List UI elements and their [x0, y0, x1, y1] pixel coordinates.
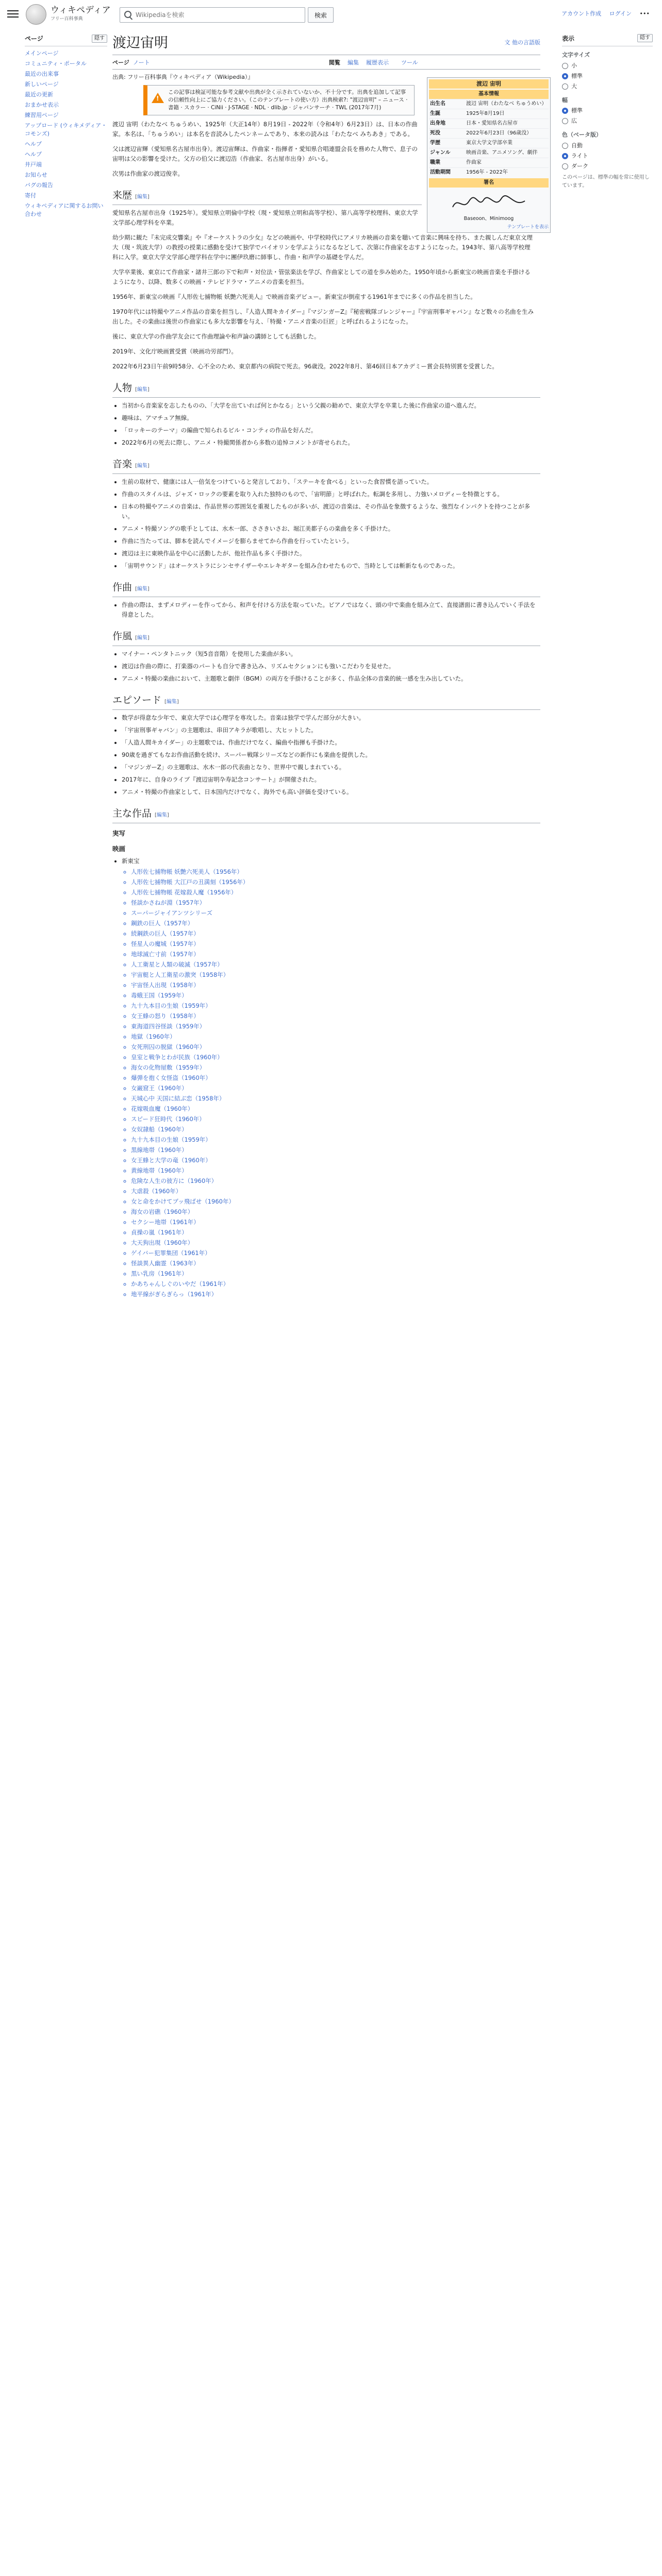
color-auto[interactable]: 自動 [562, 141, 653, 151]
movie-item[interactable]: ◦ かあちゃんしぐのいやだ（1961年） [131, 1279, 540, 1289]
list-item: • 90歳を過ぎてもなお作曲活動を続け、スーパー戦隊シリーズなどの新作にも楽曲を提供した。 [122, 750, 540, 760]
edit-link[interactable]: 編集 [137, 463, 147, 469]
tab-read[interactable]: 閲覧 [329, 59, 340, 66]
history-paragraph: 愛知県名古屋市出身（1925年）。愛知県立明倫中学校（現・愛知県立明和高等学校）、第八高等学校理科、東京大学文学部心理学科を卒業。 [112, 209, 418, 226]
show-template-link[interactable]: テンプレートを表示 [507, 225, 549, 230]
sidebar-hide-button[interactable]: 隠す [92, 35, 107, 43]
radio-icon[interactable] [562, 163, 568, 170]
appearance-title: 表示 隠す [562, 34, 653, 46]
width-label: 幅 [562, 96, 568, 104]
history-paragraph: 幼少期に観た『未完成交響楽』や『オーケストラの少女』などの映画や、中学校時代にアメリカ映画の音楽を聴いて音楽に興味を持ち、また親しんだ東京文理大（現・筑波大学）の教授の授業に感動を受けて独学でバイオリンを学ぶようになるなどして、次第に作曲家を志すようになった。1943年、第八高等学校理科に入学。東京大学文学部心理学科在学中に團伊玖磨に師事し、作曲・和声学の基礎を学んだ。 [112, 233, 533, 261]
section-heading-style: 作風 [編集] [112, 629, 540, 646]
citation-warning-box [143, 85, 415, 115]
infobox-value: 1956年 - 2022年 [466, 170, 508, 175]
tab-edit[interactable]: 編集 [347, 59, 359, 66]
person-list [122, 401, 540, 448]
history-paragraph: 大学卒業後、東京にて作曲家・諸井三郎の下で和声・対位法・管弦楽法を学び、作曲家としての道を歩み始めた。1950年頃から新東宝の映画音楽を手掛けるようになり、以降、数多くの映画・テレビドラマ・アニメの音楽を担当。 [112, 268, 531, 285]
edit-link[interactable]: 編集 [166, 699, 177, 705]
section-heading-history: 来歴 [編集] [112, 188, 422, 205]
appearance-panel [562, 34, 653, 190]
sidebar-item-help2[interactable]: ヘルプ [25, 151, 42, 158]
radio-icon[interactable] [562, 143, 568, 149]
sidebar-item-news[interactable]: 最近の出来事 [25, 71, 59, 78]
infobox-value: 渡辺 宙明（わたなべ ちゅうめい） [466, 101, 547, 107]
history-paragraph: 1956年、新東宝の映画『人形佐七捕物帳 妖艶六死美人』で映画音楽デビュー。新東宝が倒産する1961年までに多くの作品を担当した。 [112, 293, 476, 300]
movie-item[interactable]: ◦ 貞操の嵐（1961年） [131, 1228, 540, 1238]
main-menu-button[interactable] [7, 8, 19, 20]
sidebar-title: ページ 隠す [25, 34, 107, 46]
list-item: • 作曲のスタイルは、ジャズ・ロックの要素を取り入れた独特のもので、「宙明節」と呼ばれた。転調を多用し、力強いメロディーを特徴とする。 [122, 489, 540, 499]
tab-talk[interactable]: ノート [133, 59, 150, 66]
edit-link[interactable]: 編集 [137, 386, 147, 393]
signature-caption: Baseoon、Minimoog [464, 216, 514, 222]
search-box [120, 7, 305, 23]
search-button[interactable]: 検索 [308, 7, 334, 23]
appearance-hide-button[interactable]: 隠す [637, 34, 653, 42]
movie-item[interactable]: ◦ 怪談異人幽霊（1963年） [131, 1259, 540, 1268]
infobox-signature-heading: 署名 [429, 178, 549, 188]
width-wide[interactable]: 広 [562, 116, 653, 126]
list-item: • 「宇宙刑事ギャバン」の主題歌は、串田アキラが歌唱し、大ヒットした。 [122, 725, 540, 735]
movie-item[interactable]: ◦ 東海道四谷怪談（1959年） [131, 1022, 540, 1031]
create-account-link[interactable]: アカウント作成 [561, 10, 602, 17]
movie-item[interactable]: ◦ 人形佐七捕物帳 花嫁殺人魔（1956年） [131, 888, 540, 897]
movie-item[interactable]: ◦ 黒線地帯（1960年） [131, 1145, 540, 1155]
search-icon [124, 11, 131, 18]
movie-item[interactable]: ◦ 女王蜂と大学の竜（1960年） [131, 1156, 540, 1165]
list-item: • 2017年に、自身のライブ『渡辺宙明卆寿記念コンサート』が開催された。 [122, 775, 540, 785]
movie-item[interactable]: ◦ 九十九本目の生娘（1959年） [131, 1001, 540, 1011]
sidebar-item-upload[interactable]: アップロード (ウィキメディア・コモンズ) [25, 122, 107, 138]
sidebar-item-notice[interactable]: お知らせ [25, 172, 47, 179]
sidebar-item-community[interactable]: コミュニティ・ポータル [25, 60, 87, 67]
edit-link[interactable]: 編集 [156, 812, 167, 818]
history-paragraph: 1970年代には特撮やアニメ作品の音楽を担当し、『人造人間キカイダー』『マジンガーZ』『秘密戦隊ゴレンジャー』『宇宙刑事ギャバン』など数々の名曲を生み出した。その楽曲は後世の作曲家にも多大な影響を与え、「特撮・アニメ音楽の巨匠」と呼ばれるようになった。 [112, 308, 534, 325]
search-input[interactable] [136, 10, 301, 20]
infobox-value: 作曲家 [466, 160, 482, 165]
edit-link[interactable]: 編集 [137, 194, 147, 200]
movie-item[interactable]: ◦ 地球滅亡寸前（1957年） [131, 950, 540, 959]
movie-item[interactable]: ◦ 怪談かさねが淵（1957年） [131, 898, 540, 908]
sidebar-item-random[interactable]: おまかせ表示 [25, 101, 59, 109]
radio-icon[interactable] [562, 63, 568, 69]
list-item: • 渡辺は作曲の際に、打楽器のパートも自分で書き込み、リズムセクションにも強いこだわりを見せた。 [122, 662, 540, 671]
infobox-row [429, 167, 549, 177]
section-heading-episode: エピソード [編集] [112, 693, 540, 710]
movie-item[interactable]: ◦ 海女の岩礁（1960年） [131, 1207, 540, 1217]
sidebar-item-main[interactable]: メインページ [25, 50, 59, 57]
radio-icon[interactable] [562, 118, 568, 124]
infobox-key: 職業 [430, 160, 440, 165]
movie-item[interactable]: ◦ 鋼鉄の巨人（1957年） [131, 919, 540, 928]
infobox-row [429, 99, 549, 109]
movie-item[interactable]: ◦ 女巌窟王（1960年） [131, 1083, 540, 1093]
intro-paragraph: 次男は作曲家の渡辺俊幸。 [112, 170, 184, 177]
movie-item[interactable]: ◦ 人形佐七捕物帳 妖艶六死美人（1956年） [131, 867, 540, 877]
edit-link[interactable]: 編集 [137, 586, 147, 592]
site-header [0, 0, 662, 29]
radio-checked-icon[interactable] [562, 73, 568, 79]
intro-paragraph: 父は渡辺宙輝（愛知県名古屋市出身）。渡辺宙輝は、作曲家・指揮者・愛知県合唱連盟会長を務めた人物で、息子の宙明は父の影響を受けた。父方の伯父に渡辺浩（作曲家、名古屋市出身）がいる。 [112, 145, 418, 162]
movie-item[interactable]: ◦ 女王蜂の怒り（1958年） [131, 1011, 540, 1021]
list-item: • 作曲の際は、まずメロディーを作ってから、和声を付ける方法を取っていた。ピアノではなく、頭の中で楽曲を組み立て、直接譜面に書き込んでいく手法を得意とした。 [122, 600, 540, 620]
color-dark[interactable]: ダーク [562, 161, 653, 172]
episode-list [122, 713, 540, 797]
warning-icon [152, 93, 164, 103]
movie-item[interactable]: ◦ 宇宙艇と人工衛星の激突（1958年） [131, 970, 540, 980]
movie-item[interactable]: ◦ 天城心中 天国に結ぶ恋（1958年） [131, 1094, 540, 1104]
citation-warning-text: この記事は検証可能な参考文献や出典が全く示されていないか、不十分です。出典を追加して記事の信頼性向上にご協力ください。（このテンプレートの使い方）出典検索?: "渡辺宙明" – ニュース · 書籍 · スカラー · CiNii · J-STAGE · NDL · dlib.jp · ジャパンサーチ · TWL (2017年7月) [168, 89, 408, 111]
infobox-key: 活動期間 [430, 170, 451, 175]
movie-item[interactable]: ◦ 怪星人の魔城（1957年） [131, 939, 540, 949]
movie-item[interactable]: ◦ 爆弾を抱く女怪盗（1960年） [131, 1073, 540, 1083]
list-item: • 日本の特撮やアニメの音楽は、作品世界の雰囲気を重視したものが多いが、渡辺の音楽は、その作品を象徴するような、強烈なインパクトを持つことが多い。 [122, 502, 540, 521]
infobox-key: 生誕 [430, 111, 440, 116]
infobox [427, 77, 551, 233]
movie-item[interactable]: ◦ ゲイバー犯罪集団（1961年） [131, 1248, 540, 1258]
infobox-row [429, 158, 549, 167]
logo-title[interactable]: ウィキペディア [51, 5, 111, 15]
sidebar-item-newpages[interactable]: 新しいページ [25, 81, 59, 88]
movie-item[interactable]: ◦ 人形佐七捕物帳 大江戸の丑満刻（1956年） [131, 877, 540, 887]
movie-item[interactable]: ◦ 大虐殺（1960年） [131, 1187, 540, 1196]
section-heading-works: 主な作品 [編集] [112, 806, 540, 823]
movie-item[interactable]: ◦ 危険な人生の彼方に（1960年） [131, 1176, 540, 1186]
radio-checked-icon[interactable] [562, 153, 568, 159]
section-heading-person: 人物 [編集] [112, 381, 540, 398]
list-item: • 生前の取材で、健康には人一倍気をつけていると発言しており、「ステーキを食べる」といった食習慣を語っていた。 [122, 477, 540, 487]
sidebar-item-help[interactable]: ヘルプ [25, 141, 42, 148]
list-item: • 2022年6月の死去に際し、アニメ・特撮関係者から多数の追悼コメントが寄せられた。 [122, 438, 540, 448]
list-item: • アニメ・特撮ソングの歌手としては、水木一郎、ささきいさお、堀江美都子らの楽曲を多く手掛けた。 [122, 524, 540, 534]
movie-item[interactable]: ◦ スピード狂時代（1960年） [131, 1114, 540, 1124]
infobox-value: 日本・愛知県名古屋市 [466, 121, 518, 126]
history-paragraph: 2019年、文化庁映画賞受賞（映画功労部門）。 [112, 347, 238, 355]
works-list [122, 856, 540, 1299]
page-title: 渡辺宙明 [112, 34, 540, 55]
user-links [555, 9, 650, 19]
text-size-label: 文字サイズ [562, 52, 590, 59]
list-item: • 「ロッキーのテーマ」の編曲で知られるビル・コンティの作品を好んだ。 [122, 426, 540, 435]
movie-item[interactable]: ◦ 九十九本目の生娘（1959年） [131, 1135, 540, 1145]
tab-history[interactable]: 履歴表示 [366, 59, 389, 66]
sidebar-item-contact[interactable]: ウィキペディアに関するお問い合わせ [25, 202, 104, 218]
infobox-row [429, 148, 549, 158]
radio-icon[interactable] [562, 83, 568, 90]
sidebar-item-sandbox[interactable]: 練習用ページ [25, 112, 59, 119]
sidebar-item-recent[interactable]: 最近の更新 [25, 91, 53, 98]
movie-item[interactable]: ◦ 地平線がぎらぎらっ（1961年） [131, 1290, 540, 1299]
section-heading-compose: 作曲 [編集] [112, 580, 540, 597]
list-item: • 当初から音楽家を志したものの、「大学を出ていれば何とかなる」という父親の勧めで、東京大学を卒業した後に作曲家の道へ進んだ。 [122, 401, 540, 411]
login-link[interactable]: ログイン [609, 10, 632, 17]
infobox-row [429, 118, 549, 128]
movie-item[interactable]: ◦ 黄線地帯（1960年） [131, 1166, 540, 1176]
color-light[interactable]: ライト [562, 151, 653, 161]
infobox-value: 1925年8月19日 [466, 111, 505, 116]
list-item: • 渡辺は主に東映作品を中心に活動したが、他社作品も多く手掛けた。 [122, 549, 540, 558]
more-options-icon[interactable]: ••• [639, 10, 650, 17]
list-item: • アニメ・特撮の楽曲において、主題歌と劇伴（BGM）の両方を手掛けることが多く、作品全体の音楽的統一感を生み出していた。 [122, 674, 540, 684]
infobox-row [429, 138, 549, 148]
music-list [122, 477, 540, 571]
radio-checked-icon[interactable] [562, 108, 568, 114]
sidebar-item-village[interactable]: 井戸端 [25, 161, 42, 168]
text-size-standard[interactable]: 標準 [562, 71, 653, 81]
sidebar-item-bug[interactable]: バグの報告 [25, 182, 53, 189]
movie-item[interactable]: ◦ 黒い乳房（1961年） [131, 1269, 540, 1279]
sidebar-item-donate[interactable]: 寄付 [25, 192, 36, 199]
infobox-value: 東京大学文学部卒業 [466, 140, 512, 146]
color-label: 色（ベータ版） [562, 131, 602, 139]
infobox-value: 2022年6月23日（96歳没） [466, 130, 532, 136]
logo-subtitle: フリー百科事典 [51, 16, 83, 22]
movie-item[interactable]: ◦ 地獄（1960年） [131, 1032, 540, 1042]
infobox-row [429, 128, 549, 138]
language-button[interactable]: 文 他の言語版 [504, 39, 540, 46]
list-item: • 「人造人間キカイダー」の主題歌では、作曲だけでなく、編曲や指揮も手掛けた。 [122, 738, 540, 748]
compose-list [122, 600, 540, 620]
movie-item[interactable]: ◦ 女と命をかけてブッ飛ばせ（1960年） [131, 1197, 540, 1207]
movie-item[interactable]: ◦ 大天狗出現（1960年） [131, 1238, 540, 1248]
text-size-large[interactable]: 大 [562, 81, 653, 92]
movie-item[interactable]: ◦ 宇宙怪人出現（1958年） [131, 980, 540, 990]
page-tabs [112, 55, 540, 70]
infobox-value: 映画音楽、アニメソング、劇伴 [466, 150, 538, 156]
list-item: • 趣味は、アマチュア無線。 [122, 413, 540, 423]
movie-item[interactable]: ◦ 皇室と戦争とわが民族（1960年） [131, 1053, 540, 1062]
tab-page[interactable]: ページ [112, 59, 129, 66]
text-size-small[interactable]: 小 [562, 61, 653, 71]
subheading-film: 映画 [112, 844, 126, 853]
section-heading-music: 音楽 [編集] [112, 457, 540, 474]
width-standard[interactable]: 標準 [562, 106, 653, 116]
history-paragraph: 後に、東京大学の作曲学友会にて作曲理論や和声論の講師としても活動した。 [112, 332, 320, 340]
style-list [122, 649, 540, 684]
intro-paragraph: 渡辺 宙明（わたなべ ちゅうめい、1925年（大正14年）8月19日 - 2022年（令和4年）6月23日）は、日本の作曲家。本名は、「ちゅうめい」は本名を音読みしたペンネームであり、本来の読みは「わたなべ みちあき」である。 [112, 120, 418, 138]
edit-link[interactable]: 編集 [137, 635, 147, 641]
movie-item[interactable]: ◦ 女死刑囚の脱獄（1960年） [131, 1042, 540, 1052]
list-item: • 「宙明サウンド」はオーケストラにシンセサイザーやエレキギターを組み合わせたもので、当時としては斬新なものであった。 [122, 561, 540, 571]
history-paragraph: 2022年6月23日午前9時58分、心不全のため、東京都内の病院で死去。96歳没。2022年8月、第46回日本アカデミー賞会長特別賞を受賞した。 [112, 362, 498, 370]
list-item: • 「マジンガーZ」の主題歌は、水木一郎の代表曲となり、世界中で親しまれている。 [122, 762, 540, 772]
width-note: このページは、標準の幅を常に使用しています。 [562, 174, 650, 189]
article-source-line: 出典: フリー百科事典『ウィキペディア（Wikipedia）』 [112, 74, 254, 80]
infobox-key: 出生名 [430, 101, 445, 107]
movie-item[interactable]: ◦ 毒蛾王国（1959年） [131, 991, 540, 1001]
infobox-row [429, 109, 549, 118]
list-item: • マイナー・ペンタトニック（短5音音階）を使用した楽曲が多い。 [122, 649, 540, 659]
movie-item[interactable]: ◦ セクシー地帯（1961年） [131, 1217, 540, 1227]
list-item: • アニメ・特撮の作曲家として、日本国内だけでなく、海外でも高い評価を受けている。 [122, 787, 540, 797]
infobox-key: ジャンル [430, 150, 451, 156]
infobox-key: 学歴 [430, 140, 440, 146]
movie-item[interactable]: ◦ 人工衛星と人類の破滅（1957年） [131, 960, 540, 970]
movie-item[interactable]: ◦ 女奴隷船（1960年） [131, 1125, 540, 1134]
sidebar [25, 34, 107, 219]
movie-item[interactable]: ◦ 続鋼鉄の巨人（1957年） [131, 929, 540, 939]
movie-item[interactable]: ◦ スーパージャイアンツシリーズ [131, 908, 540, 918]
infobox-section-basic: 基本情報 [429, 90, 549, 99]
list-item: • 数学が得意な少年で、東京大学では心理学を専攻した。音楽は独学で学んだ部分が大きい。 [122, 713, 540, 723]
list-item: • 作曲に当たっては、脚本を読んでイメージを膨らませてから作曲を行っていたという。 [122, 536, 540, 546]
movie-item[interactable]: ◦ 花嫁吸血魔（1960年） [131, 1104, 540, 1114]
wikipedia-logo-icon[interactable] [26, 4, 46, 25]
movie-item[interactable]: ◦ 海女の化物屋敷（1959年） [131, 1063, 540, 1073]
tab-tools[interactable]: ツール [401, 59, 418, 66]
infobox-key: 死没 [430, 130, 440, 136]
infobox-key: 出身地 [430, 121, 445, 126]
infobox-title: 渡辺 宙明 [429, 79, 549, 89]
subheading-live-action: 実写 [112, 829, 126, 837]
signature-image [448, 191, 530, 214]
list-item: • 新東宝 ◦ 人形佐七捕物帳 妖艶六死美人（1956年） ◦ 人形佐七捕物帳 大江戸の丑満刻（1956年） ◦ 人形佐七捕物帳 花嫁殺人魔（1956年） ◦ 怪談かさねが淵（1957年） ◦ スーパージャイアンツシリーズ ◦ 鋼鉄の巨人（1957年） ◦ 続鋼鉄の巨人（1957年） ◦ 怪星人の魔城（1957年） ◦ 地球滅亡寸前（1957年） ◦ 人工衛星と人類の破滅（1957年） ◦ 宇宙艇と人工衛星の激突（1958年） ◦ 宇宙怪人出現（1958年） ◦ 毒蛾王国（1959年） ◦ 九十九本目の生娘（1959年） ◦ 女王蜂の怒り（1958年） ◦ 東海道四谷怪談（1959年） ◦ 地獄（1960年） ◦ 女死刑囚の脱獄（1960年） ◦ 皇室と戦争とわが民族（1960年） ◦ 海女の化物屋敷（1959年） ◦ 爆弾を抱く女怪盗（1960年） ◦ 女巌窟王（1960年） ◦ 天城心中 天国に結ぶ恋（1958年） ◦ 花嫁吸血魔（1960年） ◦ スピード狂時代（1960年） ◦ 女奴隷船（1960年） ◦ 九十九本目の生娘（1959年） ◦ 黒線地帯（1960年） ◦ 女王蜂と大学の竜（1960年） ◦ 黄線地帯（1960年） ◦ 危険な人生の彼方に（1960年） ◦ 大虐殺（1960年） ◦ 女と命をかけてブッ飛ばせ（1960年） ◦ 海女の岩礁（1960年） ◦ セクシー地帯（1961年） ◦ 貞操の嵐（1961年） ◦ 大天狗出現（1960年） ◦ ゲイバー犯罪集団（1961年） ◦ 怪談異人幽霊（1963年） ◦ 黒い乳房（1961年） ◦ かあちゃんしぐのいやだ（1961年） ◦ 地平線がぎらぎらっ（1961年） [122, 856, 540, 1299]
movie-list [131, 867, 540, 1299]
